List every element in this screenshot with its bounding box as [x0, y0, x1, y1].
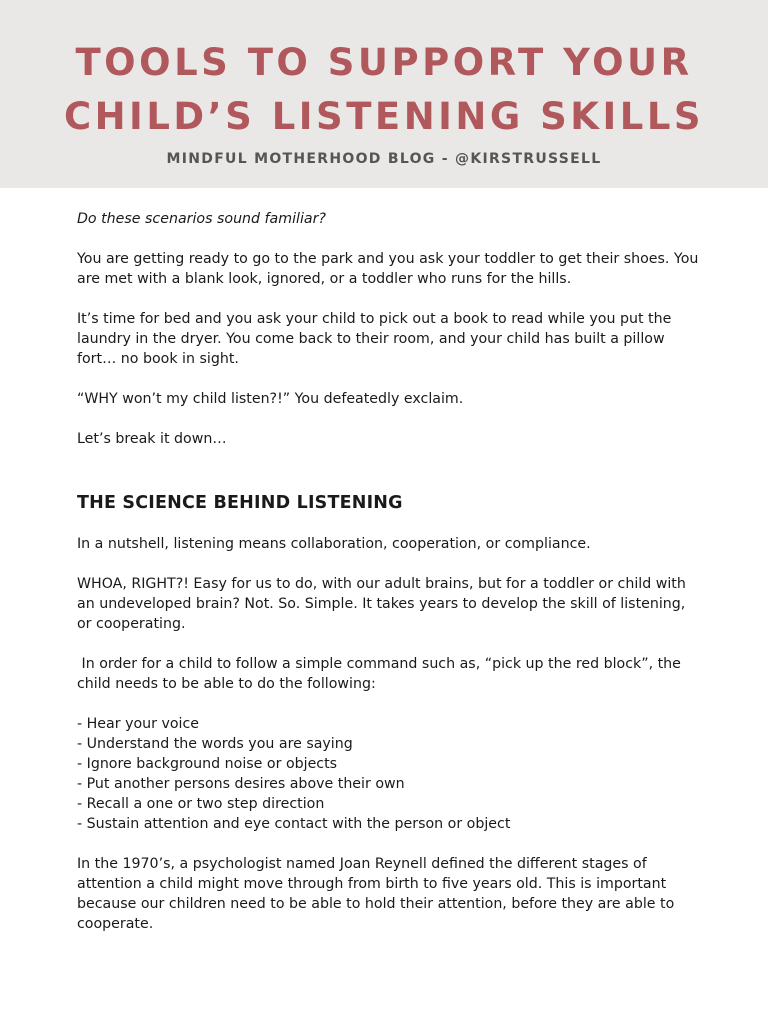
section-spacer	[77, 469, 702, 491]
blog-byline: MINDFUL MOTHERHOOD BLOG - @KIRSTRUSSELL	[166, 151, 602, 167]
title-line-1: TOOLS TO SUPPORT YOUR	[75, 41, 693, 84]
section-heading: THE SCIENCE BEHIND LISTENING	[77, 493, 403, 513]
list-item: - Sustain attention and eye contact with the person or object	[77, 816, 511, 832]
section-paragraph-2: WHOA, RIGHT?! Easy for us to do, with our adult brains, but for a toddler or child with an undeveloped brain? Not. So. Simple. It takes years to develop the skill of listening, or cooperating.	[77, 576, 686, 632]
list-item: - Put another persons desires above their own	[77, 776, 405, 792]
article-body	[77, 209, 702, 954]
exclamation-paragraph: “WHY won’t my child listen?!” You defeatedly exclaim.	[77, 391, 464, 407]
list-item: - Understand the words you are saying	[77, 736, 353, 752]
list-item: - Ignore background noise or objects	[77, 756, 338, 772]
list-item: - Recall a one or two step direction	[77, 796, 325, 812]
page-header	[0, 0, 768, 188]
title-line-2: CHILD’S LISTENING SKILLS	[63, 95, 705, 138]
break-it-down-paragraph: Let’s break it down…	[77, 431, 227, 447]
section-paragraph-3: In order for a child to follow a simple command such as, “pick up the red block”, the child needs to be able to do the following:	[77, 656, 686, 692]
list-item: - Hear your voice	[77, 716, 200, 732]
section-paragraph-1: In a nutshell, listening means collaboration, cooperation, or compliance.	[77, 536, 591, 552]
skills-list	[77, 714, 702, 834]
scenario-paragraph-1: You are getting ready to go to the park and you ask your toddler to get their shoes. You are met with a blank look, ignored, or a toddler who runs for the hills.	[77, 251, 699, 287]
section-paragraph-4: In the 1970’s, a psychologist named Joan Reynell defined the different stages of attention a child might move through from birth to five years old. This is important because our children need to be able to hold their attention, before they are able to cooperate.	[77, 856, 675, 932]
scenario-paragraph-2: It’s time for bed and you ask your child to pick out a book to read while you put the laundry in the dryer. You come back to their room, and your child has built a pillow fort… no book in sight.	[77, 311, 672, 367]
intro-question: Do these scenarios sound familiar?	[77, 211, 326, 227]
page-title	[0, 36, 768, 144]
